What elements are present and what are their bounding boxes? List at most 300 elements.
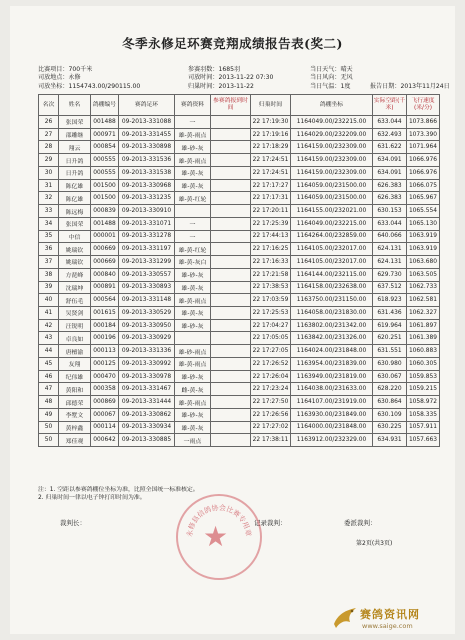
cell-distance: 630.067 — [373, 370, 407, 383]
cell-loft-coords: 1164158.00/232638.00 — [291, 281, 373, 294]
cell-rank: 41 — [39, 307, 59, 320]
official-seal — [176, 494, 262, 580]
cell-name: 陈亿雄 — [59, 192, 91, 205]
cell-name: 汪锐明 — [59, 319, 91, 332]
header-loft-coords: 鸽棚坐标 — [291, 95, 373, 116]
cell-distance: 632.493 — [373, 128, 407, 141]
cell-loft-coords: 1164059.00/231500.00 — [291, 179, 373, 192]
cell-distance: 634.091 — [373, 154, 407, 167]
cell-report-time — [211, 192, 251, 205]
meta-return-date: 归巢时间：2013-11-22 — [188, 82, 254, 90]
site-watermark — [330, 602, 460, 636]
cell-report-time — [211, 357, 251, 370]
meta-middle — [188, 66, 273, 91]
cell-loft-coords: 1164029.00/232209.00 — [291, 128, 373, 141]
cell-report-time — [211, 396, 251, 409]
cell-rank: 43 — [39, 332, 59, 345]
cell-distance: 631.622 — [373, 141, 407, 154]
cell-name: 黄阳和 — [59, 383, 91, 396]
cell-loft-coords: 1164159.00/232309.00 — [291, 166, 373, 179]
cell-name: 邵雕继 — [59, 128, 91, 141]
cell-arrival-time: 22 17:17:31 — [251, 192, 291, 205]
cell-rank: 35 — [39, 230, 59, 243]
table-row — [39, 396, 440, 409]
cell-rank: 47 — [39, 383, 59, 396]
cell-speed: 1059.853 — [407, 370, 440, 383]
cell-ring: 09-2013-331088 — [119, 116, 175, 129]
cell-speed: 1065.967 — [407, 192, 440, 205]
cell-distance: 630.864 — [373, 396, 407, 409]
cell-bird-info: 雄-黄-雨点 — [175, 357, 211, 370]
cell-report-time — [211, 116, 251, 129]
cell-loft-id: 000642 — [91, 434, 119, 447]
cell-arrival-time: 22 17:27:05 — [251, 345, 291, 358]
cell-arrival-time: 22 17:27:50 — [251, 396, 291, 409]
cell-bird-info — [175, 205, 211, 218]
cell-arrival-time: 22 17:18:29 — [251, 141, 291, 154]
cell-bird-info: 雄-黄-灰 — [175, 307, 211, 320]
table-body — [39, 116, 440, 447]
header-distance: 实际空距(千米) — [373, 95, 407, 116]
cell-ring: 09-2013-331235 — [119, 192, 175, 205]
cell-speed: 1057.663 — [407, 434, 440, 447]
meta-report-date: 报告日期：2013年11月24日 — [370, 82, 450, 90]
cell-name: 友翔 — [59, 357, 91, 370]
cell-bird-info: 雌-黄-灰 — [175, 383, 211, 396]
cell-name: 吴贤剑 — [59, 307, 91, 320]
cell-loft-id: 001488 — [91, 116, 119, 129]
cell-bird-info: 雄-砂-灰 — [175, 319, 211, 332]
table-row — [39, 179, 440, 192]
cell-distance: 620.251 — [373, 332, 407, 345]
cell-distance: 618.923 — [373, 294, 407, 307]
table-row — [39, 345, 440, 358]
cell-loft-coords: 1164159.00/232309.00 — [291, 141, 373, 154]
cell-ring: 09-2013-331336 — [119, 345, 175, 358]
cell-bird-info: 雄-黄-雨点 — [175, 294, 211, 307]
judge-signature-label: 裁判长： — [60, 519, 86, 527]
cell-distance: 624.131 — [373, 256, 407, 269]
cell-distance: 626.383 — [373, 192, 407, 205]
cell-loft-coords: 1164038.00/231633.00 — [291, 383, 373, 396]
cell-loft-id: 000196 — [91, 332, 119, 345]
cell-bird-info: 一 — [175, 230, 211, 243]
cell-arrival-time: 22 17:25:39 — [251, 217, 291, 230]
header-speed: 飞行速度(米/分) — [407, 95, 440, 116]
table-row — [39, 294, 440, 307]
header-ring: 赛鸽足环 — [119, 95, 175, 116]
table-row — [39, 141, 440, 154]
cell-report-time — [211, 383, 251, 396]
cell-distance: 631.551 — [373, 345, 407, 358]
table-header-row — [39, 95, 440, 116]
cell-report-time — [211, 256, 251, 269]
cell-rank: 28 — [39, 141, 59, 154]
cell-report-time — [211, 332, 251, 345]
cell-name: 舒伍毛 — [59, 294, 91, 307]
table-row — [39, 243, 440, 256]
table-row — [39, 205, 440, 218]
cell-loft-coords: 1164058.00/231830.00 — [291, 307, 373, 320]
cell-name: 张国荣 — [59, 116, 91, 129]
cell-report-time — [211, 370, 251, 383]
cell-speed: 1060.883 — [407, 345, 440, 358]
cell-ring: 09-2013-330929 — [119, 332, 175, 345]
cell-rank: 39 — [39, 281, 59, 294]
cell-arrival-time: 22 17:44:13 — [251, 230, 291, 243]
cell-name: 陈亿雄 — [59, 179, 91, 192]
cell-ring: 09-2013-330910 — [119, 205, 175, 218]
cell-arrival-time: 22 17:26:04 — [251, 370, 291, 383]
table-row — [39, 281, 440, 294]
meta-entries: 参赛羽数：1685羽 — [188, 66, 241, 73]
cell-name: 郑佳观 — [59, 434, 91, 447]
cell-distance: 628.220 — [373, 383, 407, 396]
cell-speed: 1062.327 — [407, 307, 440, 320]
cell-loft-id: 001615 — [91, 307, 119, 320]
cell-speed: 1058.972 — [407, 396, 440, 409]
cell-rank: 29 — [39, 154, 59, 167]
cell-bird-info: 雄-黄-灰 — [175, 179, 211, 192]
cell-name: 纪伟雄 — [59, 370, 91, 383]
cell-loft-coords: 1163802.00/231342.00 — [291, 319, 373, 332]
table-row — [39, 230, 440, 243]
cell-rank: 31 — [39, 179, 59, 192]
cell-rank: 40 — [39, 294, 59, 307]
cell-rank: 50 — [39, 434, 59, 447]
cell-loft-coords: 1163930.00/231849.00 — [291, 408, 373, 421]
cell-arrival-time: 22 17:24:51 — [251, 166, 291, 179]
cell-ring: 09-2013-331444 — [119, 396, 175, 409]
cell-loft-coords: 1164049.00/232215.00 — [291, 116, 373, 129]
cell-loft-id: 001500 — [91, 179, 119, 192]
cell-loft-id: 000358 — [91, 383, 119, 396]
cell-speed: 1063.505 — [407, 268, 440, 281]
table-row — [39, 307, 440, 320]
cell-speed: 1058.335 — [407, 408, 440, 421]
cell-report-time — [211, 319, 251, 332]
cell-ring: 09-2013-331536 — [119, 154, 175, 167]
cell-name: 卓良如 — [59, 332, 91, 345]
table-row — [39, 319, 440, 332]
cell-rank: 44 — [39, 345, 59, 358]
cell-distance: 633.044 — [373, 116, 407, 129]
footnote — [38, 487, 199, 502]
cell-rank: 49 — [39, 408, 59, 421]
cell-bird-info: 雄-黄-雨点 — [175, 396, 211, 409]
cell-speed: 1065.130 — [407, 217, 440, 230]
cell-speed: 1060.305 — [407, 357, 440, 370]
cell-distance: 630.109 — [373, 408, 407, 421]
cell-report-time — [211, 128, 251, 141]
cell-name: 张国荣 — [59, 217, 91, 230]
header-bird-info: 赛鸽资料 — [175, 95, 211, 116]
recorder-signature-label: 记录裁判： — [254, 519, 287, 527]
cell-loft-coords: 1164107.00/231919.00 — [291, 396, 373, 409]
meta-coords: 司放坐标：1154743.00/290115.00 — [38, 82, 141, 90]
cell-loft-id: 001488 — [91, 217, 119, 230]
cell-ring: 09-2013-331148 — [119, 294, 175, 307]
cell-report-time — [211, 268, 251, 281]
cell-ring: 09-2013-330992 — [119, 357, 175, 370]
cell-arrival-time: 22 17:24:51 — [251, 154, 291, 167]
cell-ring: 09-2013-331197 — [119, 243, 175, 256]
cell-rank: 50 — [39, 421, 59, 434]
cell-ring: 09-2013-330934 — [119, 421, 175, 434]
cell-arrival-time: 22 17:38:53 — [251, 281, 291, 294]
report-title: 冬季永修足环赛竞翔成绩报告表(奖二) — [122, 36, 343, 51]
cell-rank: 48 — [39, 396, 59, 409]
cell-arrival-time: 22 17:23:24 — [251, 383, 291, 396]
cell-bird-info: 雄-黄-灰 — [175, 421, 211, 434]
cell-speed: 1066.976 — [407, 166, 440, 179]
cell-distance: 633.044 — [373, 217, 407, 230]
cell-name: 日升鸽 — [59, 166, 91, 179]
cell-speed: 1066.976 — [407, 154, 440, 167]
cell-arrival-time: 22 17:03:59 — [251, 294, 291, 307]
cell-arrival-time: 22 17:16:25 — [251, 243, 291, 256]
header-report-time: 参赛鸽报到时间 — [211, 95, 251, 116]
cell-ring: 09-2013-330885 — [119, 434, 175, 447]
table-row — [39, 217, 440, 230]
cell-ring: 09-2013-330529 — [119, 307, 175, 320]
header-rank: 名次 — [39, 95, 59, 116]
table-row — [39, 128, 440, 141]
table-row — [39, 370, 440, 383]
cell-loft-coords: 1164105.00/232017.00 — [291, 256, 373, 269]
meta-distance: 比赛项目：700千米 — [38, 66, 93, 73]
cell-loft-id: 000840 — [91, 268, 119, 281]
cell-speed: 1057.911 — [407, 421, 440, 434]
cell-distance: 634.931 — [373, 434, 407, 447]
cell-speed: 1073.866 — [407, 116, 440, 129]
cell-bird-info: 雄-砂-灰 — [175, 141, 211, 154]
cell-loft-coords: 1164159.00/232309.00 — [291, 154, 373, 167]
footnote-line-2: 2. 归巢时间一律以电子钟打印时间为准。 — [38, 494, 146, 501]
cell-report-time — [211, 141, 251, 154]
cell-loft-coords: 1164024.00/231848.00 — [291, 345, 373, 358]
cell-distance: 619.964 — [373, 319, 407, 332]
pigeon-logo-icon — [330, 604, 360, 632]
cell-speed: 1073.390 — [407, 128, 440, 141]
table-row — [39, 256, 440, 269]
cell-loft-coords: 1163954.00/231839.00 — [291, 357, 373, 370]
cell-name: 黄梓鑫 — [59, 421, 91, 434]
table-row — [39, 421, 440, 434]
cell-bird-info: 雄-砂-灰 — [175, 268, 211, 281]
cell-report-time — [211, 154, 251, 167]
cell-name: 唐檀渝 — [59, 345, 91, 358]
cell-speed: 1063.919 — [407, 243, 440, 256]
cell-arrival-time: 22 17:38:11 — [251, 434, 291, 447]
cell-bird-info: 雄-黄-雨点 — [175, 128, 211, 141]
cell-bird-info: 一雨点 — [175, 434, 211, 447]
cell-rank: 42 — [39, 319, 59, 332]
cell-report-time — [211, 434, 251, 447]
cell-distance: 626.383 — [373, 179, 407, 192]
cell-report-time — [211, 230, 251, 243]
cell-name: 翔云 — [59, 141, 91, 154]
results-table — [38, 94, 440, 447]
cell-rank: 34 — [39, 217, 59, 230]
cell-arrival-time: 22 17:19:16 — [251, 128, 291, 141]
cell-distance: 637.512 — [373, 281, 407, 294]
cell-rank: 33 — [39, 205, 59, 218]
cell-speed: 1059.215 — [407, 383, 440, 396]
cell-arrival-time: 22 17:19:30 — [251, 116, 291, 129]
cell-rank: 30 — [39, 166, 59, 179]
cell-arrival-time: 22 17:25:53 — [251, 307, 291, 320]
cell-ring: 09-2013-330898 — [119, 141, 175, 154]
cell-ring: 09-2013-331071 — [119, 217, 175, 230]
cell-distance: 631.436 — [373, 307, 407, 320]
cell-loft-coords: 1164059.00/231500.00 — [291, 192, 373, 205]
cell-loft-id: 000669 — [91, 243, 119, 256]
cell-ring: 09-2013-330978 — [119, 370, 175, 383]
cell-speed: 1066.075 — [407, 179, 440, 192]
cell-arrival-time: 22 17:20:11 — [251, 205, 291, 218]
cell-distance: 630.225 — [373, 421, 407, 434]
header-loft-id: 鸽棚编号 — [91, 95, 119, 116]
cell-loft-id: 000184 — [91, 319, 119, 332]
cell-name: 陈远梅 — [59, 205, 91, 218]
cell-loft-coords: 1163750.00/231150.00 — [291, 294, 373, 307]
cell-name: 方琵峰 — [59, 268, 91, 281]
cell-report-time — [211, 166, 251, 179]
table-row — [39, 154, 440, 167]
meta-right — [310, 66, 353, 91]
table-row — [39, 332, 440, 345]
cell-ring: 09-2013-330950 — [119, 319, 175, 332]
cell-report-time — [211, 179, 251, 192]
meta-release-time: 司放时间：2013-11-22 07:30 — [188, 74, 274, 82]
cell-loft-id: 000470 — [91, 370, 119, 383]
cell-loft-id: 000001 — [91, 230, 119, 243]
cell-loft-id: 000114 — [91, 421, 119, 434]
meta-weather: 当日天气：晴天 — [310, 66, 353, 73]
cell-bird-info: 雄-黄-灰 — [175, 166, 211, 179]
cell-ring: 09-2013-331538 — [119, 166, 175, 179]
seal-star-icon: ★ — [203, 520, 229, 553]
header-name: 姓名 — [59, 95, 91, 116]
cell-loft-id: 000869 — [91, 396, 119, 409]
cell-report-time — [211, 408, 251, 421]
cell-bird-info: 雄-黄-红轮 — [175, 192, 211, 205]
cell-speed: 1065.554 — [407, 205, 440, 218]
cell-rank: 37 — [39, 256, 59, 269]
watermark-brand: 赛鸽资讯网 — [360, 608, 420, 621]
cell-speed: 1062.733 — [407, 281, 440, 294]
cell-name: 姚瑞钦 — [59, 256, 91, 269]
cell-name: 中信 — [59, 230, 91, 243]
cell-bird-info: 雄-黄-灰 — [175, 281, 211, 294]
cell-rank: 45 — [39, 357, 59, 370]
cell-loft-coords: 1164049.00/232215.00 — [291, 217, 373, 230]
committee-signature-label: 委派裁判： — [344, 519, 377, 527]
cell-arrival-time: 22 17:17:27 — [251, 179, 291, 192]
cell-ring: 09-2013-330893 — [119, 281, 175, 294]
cell-name: 邱德荣 — [59, 396, 91, 409]
cell-speed: 1061.897 — [407, 319, 440, 332]
cell-loft-coords: 1164105.00/232017.00 — [291, 243, 373, 256]
cell-ring: 09-2013-331299 — [119, 256, 175, 269]
cell-rank: 26 — [39, 116, 59, 129]
table-row — [39, 116, 440, 129]
cell-loft-id: 000067 — [91, 408, 119, 421]
cell-report-time — [211, 421, 251, 434]
cell-report-time — [211, 243, 251, 256]
cell-loft-coords: 1164144.00/232115.00 — [291, 268, 373, 281]
page-number: 第2页(共3页) — [356, 540, 393, 547]
cell-distance: 629.730 — [373, 268, 407, 281]
meta-wind: 当日风向：无风 — [310, 74, 353, 82]
table-row — [39, 434, 440, 447]
table-row — [39, 383, 440, 396]
cell-bird-info: 一 — [175, 217, 211, 230]
cell-rank: 46 — [39, 370, 59, 383]
cell-rank: 38 — [39, 268, 59, 281]
cell-name: 日升鸽 — [59, 154, 91, 167]
cell-speed: 1063.919 — [407, 230, 440, 243]
cell-ring: 09-2013-330557 — [119, 268, 175, 281]
cell-arrival-time: 22 17:26:52 — [251, 357, 291, 370]
cell-ring: 09-2013-330862 — [119, 408, 175, 421]
cell-report-time — [211, 307, 251, 320]
cell-speed: 1062.581 — [407, 294, 440, 307]
table-row — [39, 192, 440, 205]
cell-ring: 09-2013-330968 — [119, 179, 175, 192]
cell-loft-coords: 1163949.00/231819.00 — [291, 370, 373, 383]
cell-report-time — [211, 217, 251, 230]
cell-loft-coords: 1164000.00/231848.00 — [291, 421, 373, 434]
cell-bird-info: 一 — [175, 116, 211, 129]
cell-loft-coords: 1164155.00/232021.00 — [291, 205, 373, 218]
cell-distance: 624.131 — [373, 243, 407, 256]
meta-release-site: 司放地点：永修 — [38, 74, 81, 82]
cell-report-time — [211, 281, 251, 294]
cell-report-time — [211, 345, 251, 358]
cell-bird-info: 雄-黄-灰白 — [175, 256, 211, 269]
cell-arrival-time: 22 17:04:27 — [251, 319, 291, 332]
cell-loft-id: 000113 — [91, 345, 119, 358]
svg-text:永修县信鸽协会比赛专用章: 永修县信鸽协会比赛专用章 — [185, 503, 253, 538]
cell-bird-info — [175, 332, 211, 345]
cell-arrival-time: 22 17:21:58 — [251, 268, 291, 281]
cell-loft-id: 000564 — [91, 294, 119, 307]
cell-loft-id: 000555 — [91, 166, 119, 179]
cell-distance: 634.091 — [373, 166, 407, 179]
cell-bird-info: 雄-砂-雨点 — [175, 345, 211, 358]
cell-bird-info: 雄-黄-红轮 — [175, 243, 211, 256]
cell-speed: 1061.389 — [407, 332, 440, 345]
cell-loft-id: 000555 — [91, 154, 119, 167]
cell-name: 李墅文 — [59, 408, 91, 421]
cell-name: 姚瑞钦 — [59, 243, 91, 256]
footnote-line-1: 注：1. 空距以参赛鸽棚位坐标为准，比照全国统一标准核定。 — [38, 487, 199, 493]
cell-distance: 640.066 — [373, 230, 407, 243]
cell-loft-id: 001500 — [91, 192, 119, 205]
table-row — [39, 166, 440, 179]
cell-ring: 09-2013-331467 — [119, 383, 175, 396]
cell-bird-info: 雄-砂-灰 — [175, 370, 211, 383]
cell-name: 沈瑞坤 — [59, 281, 91, 294]
cell-ring: 09-2013-331455 — [119, 128, 175, 141]
cell-loft-coords: 1163842.00/231326.00 — [291, 332, 373, 345]
cell-loft-id: 000971 — [91, 128, 119, 141]
header-arrival-time: 归巢时间 — [251, 95, 291, 116]
watermark-url: www.saige.com — [362, 622, 413, 630]
cell-report-time — [211, 294, 251, 307]
